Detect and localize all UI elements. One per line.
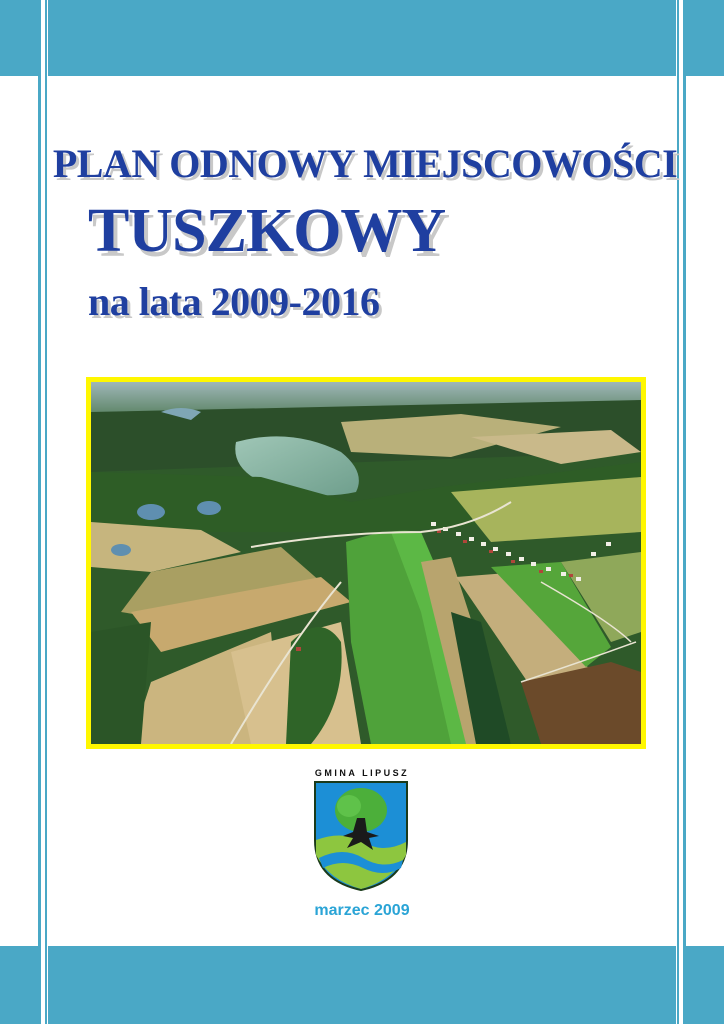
title-plan: PLAN ODNOWY MIEJSCOWOŚCI <box>52 141 678 186</box>
top-right-bar <box>686 0 724 76</box>
bottom-right-bar <box>686 946 724 1024</box>
bottom-left-bar <box>0 946 38 1024</box>
top-center-bar <box>48 0 676 76</box>
aerial-photo-frame <box>86 377 646 749</box>
title-village: TUSZKOWY <box>88 197 446 265</box>
top-left-bar <box>0 0 38 76</box>
bottom-center-bar <box>48 946 676 1024</box>
publication-date: marzec 2009 <box>314 902 410 919</box>
aerial-photo <box>91 382 641 744</box>
municipality-caption: GMINA LIPUSZ <box>314 768 410 778</box>
coat-of-arms-icon <box>313 780 409 892</box>
title-years: na lata 2009-2016 <box>88 279 380 324</box>
